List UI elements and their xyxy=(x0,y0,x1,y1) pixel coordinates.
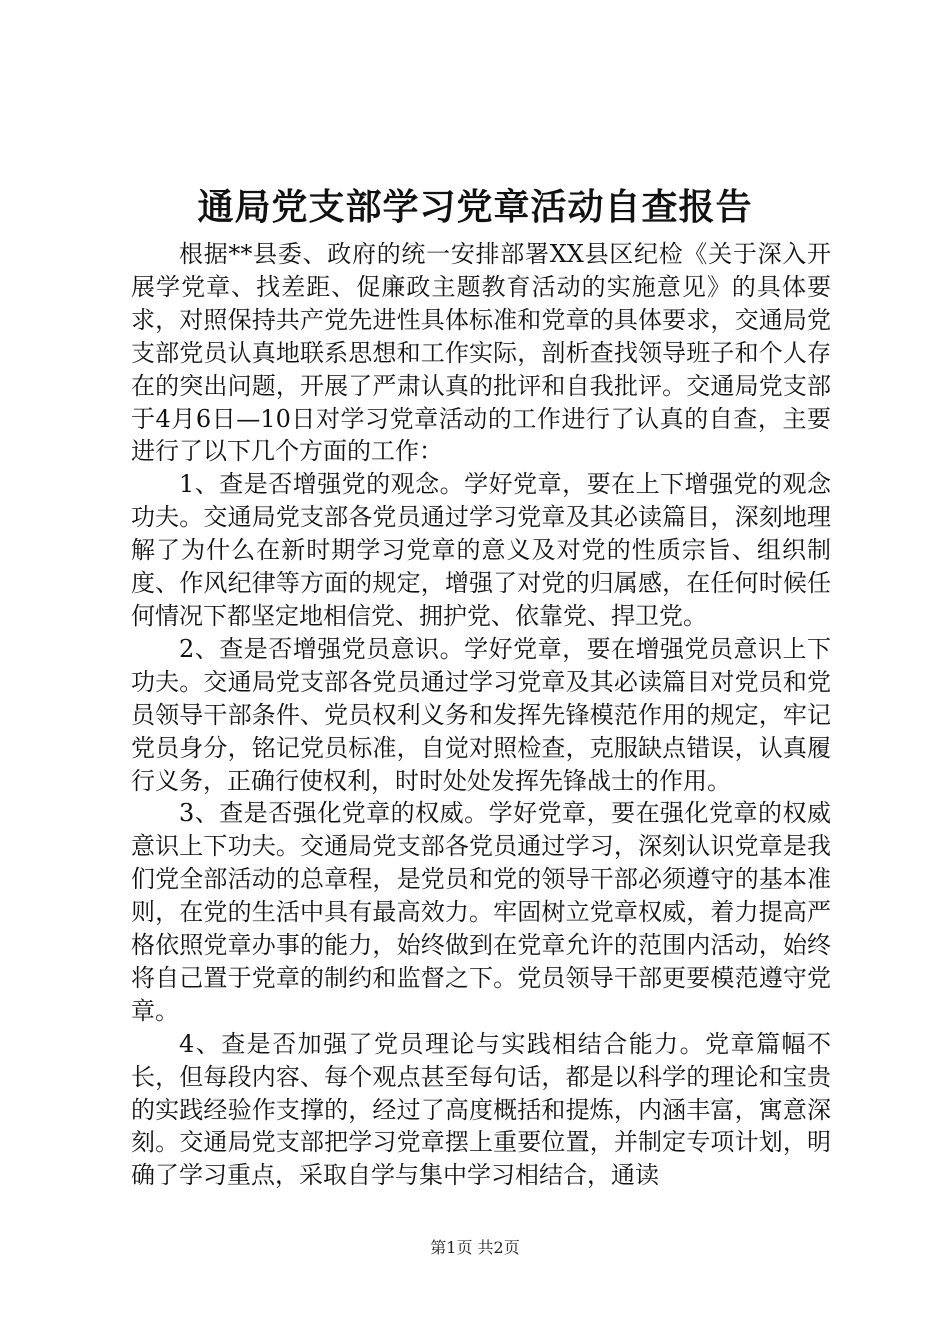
paragraph-intro: 根据**县委、政府的统一安排部署XX县区纪检《关于深入开展学党章、找差距、促廉政主题教育活动的实施意见》的具体要求，对照保持共产党先进性具体标准和党章的具体要求，交通局党支部党员认真地联系思想和工作实际，剖析查找领导班子和个人存在的突出问题，开展了严肃认真的批评和自我批评。交通局党支部于4月6日—10日对学习党章活动的工作进行了认真的自查，主要进行了以下几个方面的工作： xyxy=(131,240,831,466)
document-body xyxy=(131,238,831,1192)
paragraph-item-3: 3、查是否强化党章的权威。学好党章，要在强化党章的权威意识上下功夫。交通局党支部各党员通过学习，深刻认识党章是我们党全部活动的总章程，是党员和党的领导干部必须遵守的基本准则，在党的生活中具有最高效力。牢固树立党章权威，着力提高严格依照党章办事的能力，始终做到在党章允许的范围内活动，始终将自己置于党章的制约和监督之下。党员领导干部更要模范遵守党章。 xyxy=(131,799,831,1025)
paragraph-item-2: 2、查是否增强党员意识。学好党章，要在增强党员意识上下功夫。交通局党支部各党员通过学习党章及其必读篇目对党员和党员领导干部条件、党员权利义务和发挥先锋模范作用的规定，牢记党员身分，铭记党员标准，自觉对照检查，克服缺点错误，认真履行义务，正确行使权利，时时处处发挥先锋战士的作用。 xyxy=(131,634,831,795)
page-number-footer: 第1页 共2页 xyxy=(430,1238,520,1257)
paragraph-item-1: 1、查是否增强党的观念。学好党章，要在上下增强党的观念功夫。交通局党支部各党员通过学习党章及其必读篇目，深刻地理解了为什么在新时期学习党章的意义及对党的性质宗旨、组织制度、作风纪律等方面的规定，增强了对党的归属感，在任何时候任何情况下都坚定地相信党、拥护党、依靠党、捍卫党。 xyxy=(131,470,831,630)
paragraph-item-4: 4、查是否加强了党员理论与实践相结合能力。党章篇幅不长，但每段内容、每个观点甚至每句话，都是以科学的理论和宝贵的实践经验作支撑的，经过了高度概括和提炼，内涵丰富，寓意深刻。交通局党支部把学习党章摆上重要位置，并制定专项计划，明确了学习重点，采取自学与集中学习相结合，通读 xyxy=(131,1029,831,1190)
document-title: 通局党支部学习党章活动自查报告 xyxy=(197,187,753,228)
